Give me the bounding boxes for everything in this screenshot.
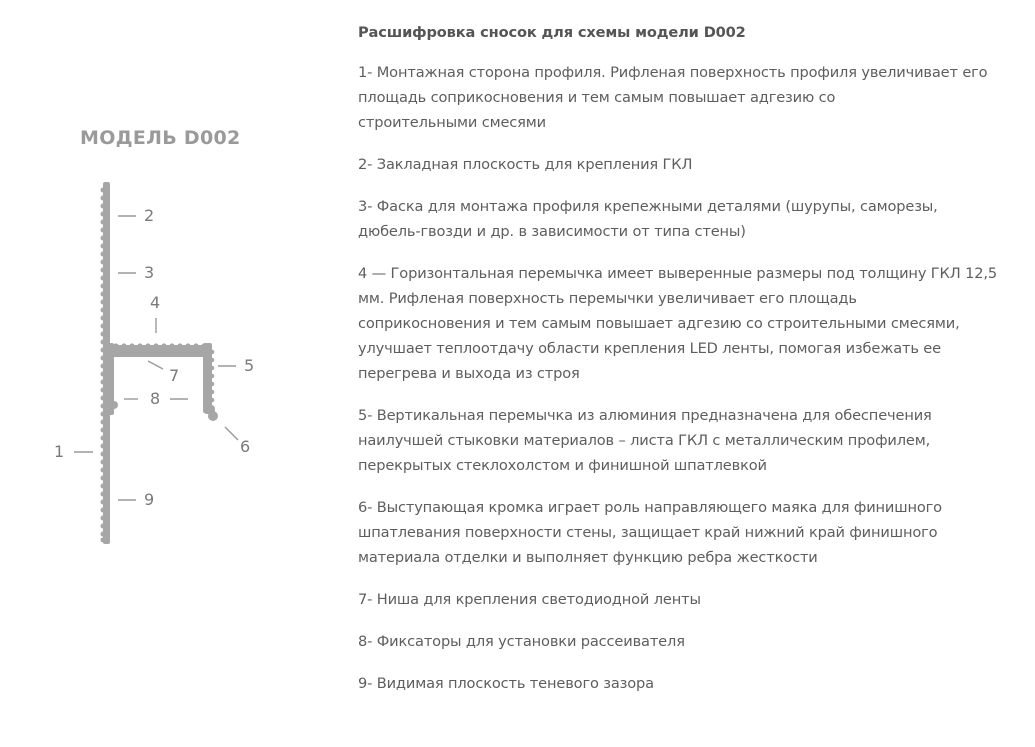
legend-panel bbox=[358, 22, 1018, 713]
callout-5: 5 bbox=[244, 356, 255, 375]
legend-item-8 bbox=[358, 629, 1018, 654]
legend-item-2 bbox=[358, 152, 1018, 177]
legend-item-5 bbox=[358, 403, 1018, 478]
legend-line: мм. Рифленая поверхность перемычки увеличивает его площадь bbox=[358, 290, 857, 307]
callout-3: 3 bbox=[144, 263, 155, 282]
legend-item-6 bbox=[358, 495, 1018, 570]
legend-line: соприкосновения и тем самым повышает адгезию со строительными смесями, bbox=[358, 315, 960, 332]
legend-item-7 bbox=[358, 587, 1018, 612]
legend-item-3 bbox=[358, 194, 1018, 244]
legend-line: 8- Фиксаторы для установки рассеивателя bbox=[358, 633, 685, 650]
legend-line: 5- Вертикальная перемычка из алюминия предназначена для обеспечения bbox=[358, 407, 932, 424]
leader-lines bbox=[74, 216, 238, 500]
legend-line: дюбель-гвозди и др. в зависимости от типа стены) bbox=[358, 223, 746, 240]
callout-9: 9 bbox=[144, 490, 155, 509]
callout-7: 7 bbox=[169, 366, 180, 385]
profile-shape bbox=[101, 182, 219, 544]
legend-line: шпатлевания поверхности стены, защищает край нижний край финишного bbox=[358, 524, 938, 541]
legend-line: 7- Ниша для крепления светодиодной ленты bbox=[358, 591, 701, 608]
legend-line: 4 — Горизонтальная перемычка имеет выверенные размеры под толщину ГКЛ 12,5 bbox=[358, 265, 997, 282]
callout-1: 1 bbox=[54, 442, 65, 461]
legend-line: 9- Видимая плоскость теневого зазора bbox=[358, 675, 654, 692]
legend-line: улучшает теплоотдачу области крепления LED ленты, помогая избежать ее bbox=[358, 340, 941, 357]
legend-line: 3- Фаска для монтажа профиля крепежными деталями (шурупы, саморезы, bbox=[358, 198, 938, 215]
legend-line: 1- Монтажная сторона профиля. Рифленая поверхность профиля увеличивает его bbox=[358, 64, 988, 81]
legend-line: 2- Закладная плоскость для крепления ГКЛ bbox=[358, 156, 693, 173]
legend-line: строительными смесями bbox=[358, 114, 546, 131]
legend-item-4 bbox=[358, 261, 1018, 386]
legend-item-9 bbox=[358, 671, 1018, 696]
legend-line: материала отделки и выполняет функцию ребра жесткости bbox=[358, 549, 818, 566]
callout-8: 8 bbox=[150, 389, 161, 408]
legend-item-1 bbox=[358, 60, 1018, 135]
callout-4: 4 bbox=[150, 293, 161, 312]
legend-heading: Расшифровка сносок для схемы модели D002 bbox=[358, 24, 746, 41]
model-title: МОДЕЛЬ D002 bbox=[80, 127, 241, 149]
callout-6: 6 bbox=[240, 437, 251, 456]
legend-line: перегрева и выхода из строя bbox=[358, 365, 580, 382]
legend-line: площадь соприкосновения и тем самым повышает адгезию со bbox=[358, 89, 836, 106]
legend-line: 6- Выступающая кромка играет роль направляющего маяка для финишного bbox=[358, 499, 942, 516]
legend-line: перекрытых стеклохолстом и финишной шпатлевкой bbox=[358, 457, 767, 474]
callout-2: 2 bbox=[144, 206, 155, 225]
legend-line: наилучшей стыковки материалов – листа ГКЛ с металлическим профилем, bbox=[358, 432, 931, 449]
